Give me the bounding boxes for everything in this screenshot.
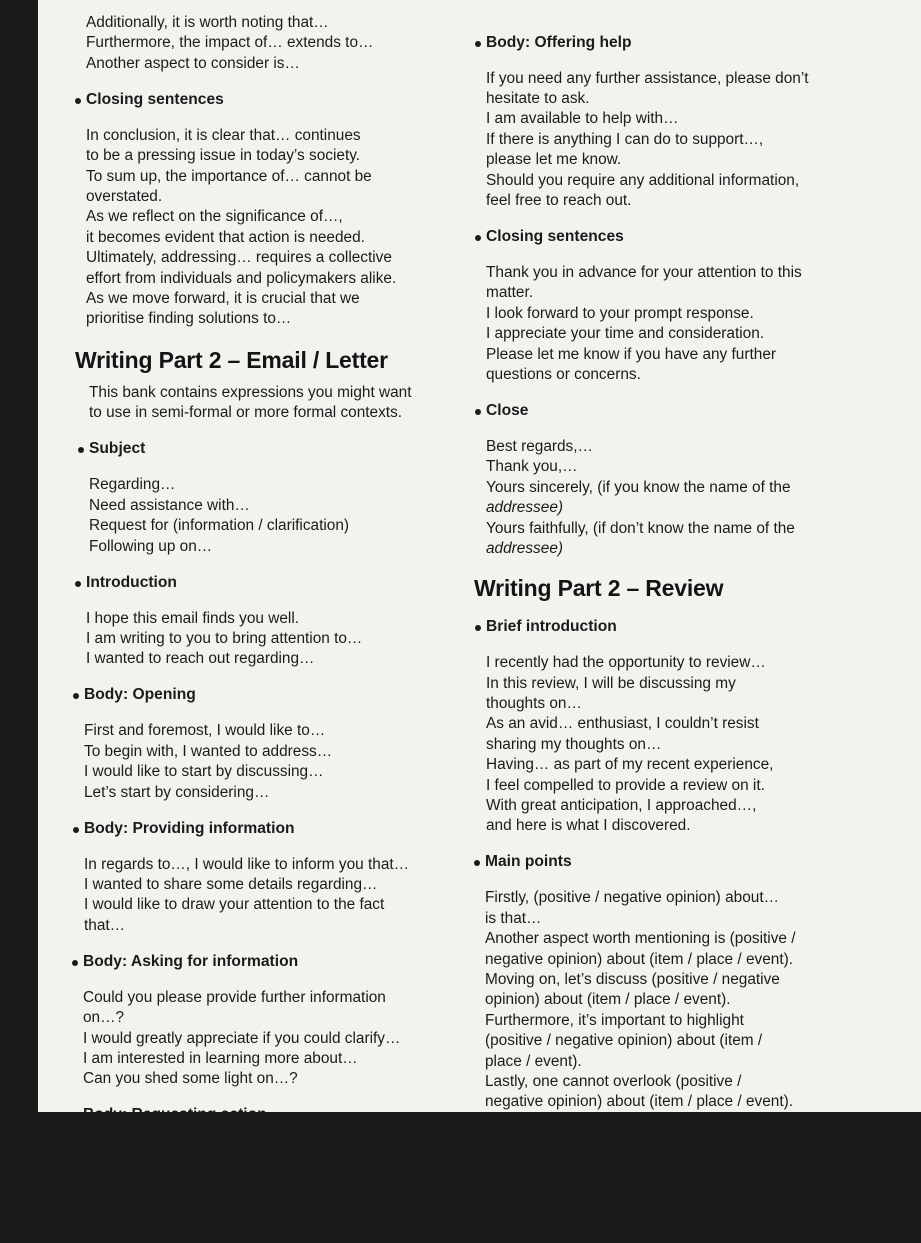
intro-lines <box>86 13 456 74</box>
closing-section-left <box>86 90 456 330</box>
text-line: I look forward to your prompt response. <box>486 304 754 322</box>
text-line: In conclusion, it is clear that… continues <box>86 126 361 144</box>
text-line: I would greatly appreciate if you could clarify… <box>83 1029 401 1047</box>
text-line: I wanted to share some details regarding… <box>84 875 378 893</box>
text-line: Furthermore, the impact of… extends to… <box>86 34 374 52</box>
text-line: To begin with, I wanted to address… <box>84 742 333 760</box>
text-line: that… <box>84 916 126 934</box>
text-line: Yours sincerely, (if you know the name of the <box>486 478 791 496</box>
right-column <box>474 17 886 1226</box>
text-line: I would like to draw your attention to the fact <box>84 896 385 914</box>
text-line: One of the things I loved most about… was… <box>485 1206 795 1224</box>
section-heading: Main points <box>473 852 886 872</box>
text-line: First and foremost, I would like to… <box>84 722 326 740</box>
text-line: This bank contains expressions you might want <box>89 383 412 401</box>
text-line: In regards to…, I would like to inform you that… <box>84 855 410 873</box>
asking-section <box>83 952 456 1090</box>
text-line: hesitate to ask. <box>486 90 590 107</box>
text-line: Please let me know if you have any further <box>486 345 777 363</box>
text-line: prioritise finding solutions to… <box>86 310 292 328</box>
text-line: I recently had the opportunity to review… <box>486 654 766 672</box>
text-line: (positive / negative opinion) about (item / <box>485 1032 763 1050</box>
text-line: I feel compelled to provide a review on it. <box>486 776 765 794</box>
section-heading: Body: Asking for information <box>71 952 456 972</box>
section-heading: Brief introduction <box>474 617 886 637</box>
review-title: Writing Part 2 – Review <box>474 574 724 601</box>
text-line: please let me know. <box>486 151 622 169</box>
text-line: and here is what I discovered. <box>486 817 691 835</box>
text-line: I appreciate your time and consideration. <box>486 325 765 343</box>
brief-introduction-section <box>486 617 886 837</box>
text-line: Another aspect to consider is… <box>86 54 300 72</box>
text-line: Another aspect worth mentioning is (positive / <box>485 930 796 948</box>
text-line: I am available to help with… <box>486 110 679 128</box>
text-line: Regarding… <box>89 476 176 494</box>
text-line: Undoubtedly,… has a number of impressive <box>485 1165 784 1183</box>
section-heading: Body: Providing information <box>72 819 456 839</box>
text-line: With great anticipation, I approached…, <box>486 796 757 814</box>
text-line: It would be highly appreciated if you could… <box>83 1162 385 1180</box>
text-line: I would be grateful if you could… <box>83 1183 307 1201</box>
text-line: Let’s start by considering… <box>84 783 270 801</box>
introduction-section <box>86 573 456 670</box>
text-line: If you need any further assistance, please don’t <box>486 69 809 87</box>
email-letter-title: Writing Part 2 – Email / Letter <box>75 346 388 373</box>
text-line: matter. <box>486 284 534 302</box>
text-line: features. <box>485 1185 545 1203</box>
text-line: Could you please take the necessary steps <box>83 1203 377 1221</box>
text-line: I am interested in learning more about… <box>83 1049 358 1067</box>
text-line: to…? <box>83 1224 120 1241</box>
text-line: I am writing to you to bring attention to… <box>86 629 363 647</box>
text-line: addressee) <box>486 540 563 558</box>
text-line: Lastly, one cannot overlook (positive / <box>485 1073 742 1090</box>
text-line: feel free to reach out. <box>486 192 632 210</box>
text-line: Request for (information / clarification) <box>89 517 350 535</box>
section-heading: Subject <box>77 439 456 459</box>
positive-opinions-section <box>485 1128 886 1225</box>
main-points-section <box>485 852 886 1112</box>
subject-section <box>89 439 456 557</box>
text-line: Moving on, let’s discuss (positive / negative <box>485 970 780 988</box>
textbook-page <box>38 0 921 1241</box>
section-heading: Positive opinions <box>473 1128 886 1148</box>
text-line: Thank you,… <box>486 458 578 476</box>
text-line: addressee) <box>486 499 563 517</box>
requesting-section <box>83 1105 456 1243</box>
text-line: To sum up, the importance of… cannot be <box>86 167 372 185</box>
close-section <box>486 401 886 559</box>
text-line: negative opinion) about (item / place / event). <box>485 950 793 968</box>
text-line: Best regards,… <box>486 438 593 456</box>
section-heading: Closing sentences <box>474 227 886 247</box>
text-line: Having… as part of my recent experience, <box>486 756 774 774</box>
text-line: to use in semi-formal or more formal contexts. <box>89 404 403 422</box>
text-line: Ultimately, addressing… requires a collective <box>86 249 392 267</box>
text-line: Should you require any additional information, <box>486 171 800 189</box>
text-line: If there is anything I can do to support…, <box>486 130 764 148</box>
text-line: Firstly, (positive / negative opinion) about… <box>485 889 779 907</box>
section-heading: Body: Offering help <box>474 33 886 53</box>
section-heading: Introduction <box>74 573 456 593</box>
section-heading: Body: Opening <box>72 685 456 705</box>
text-line: negative opinion) about (item / place / event). <box>485 1093 793 1111</box>
opening-section <box>84 685 456 803</box>
text-line: In this review, I will be discussing my <box>486 674 736 692</box>
text-line: I would like to start by discussing… <box>84 763 324 781</box>
text-line: sharing my thoughts on… <box>486 735 662 753</box>
text-line: Can you shed some light on…? <box>83 1070 298 1088</box>
text-line: I kindly request that you… <box>83 1142 261 1160</box>
text-line: As an avid… enthusiast, I couldn’t resist <box>486 715 759 733</box>
text-line: I hope this email finds you well. <box>86 609 300 627</box>
text-line: Furthermore, it’s important to highlight <box>485 1011 744 1029</box>
text-line: effort from individuals and policymakers alike. <box>86 269 397 287</box>
text-line: place / event). <box>485 1052 582 1070</box>
text-line: questions or concerns. <box>486 366 641 384</box>
text-line: Could you please provide further information <box>83 988 386 1006</box>
closing-section-right <box>486 227 886 385</box>
text-line: to be a pressing issue in today’s society. <box>86 147 361 165</box>
offering-section <box>486 33 886 212</box>
section-heading: Closing sentences <box>74 90 456 110</box>
text-line: As we move forward, it is crucial that we <box>86 290 360 308</box>
text-line: Additionally, it is worth noting that… <box>86 14 329 31</box>
text-line: Yours faithfully, (if don’t know the name of the <box>486 519 795 537</box>
text-line: is that… <box>485 909 542 927</box>
text-line: thoughts on… <box>486 694 582 712</box>
text-line: it becomes evident that action is needed. <box>86 228 365 246</box>
text-line: As we reflect on the significance of…, <box>86 208 343 226</box>
text-line: on…? <box>83 1009 125 1027</box>
section-heading: Body: Requesting action <box>71 1105 456 1125</box>
text-line: opinion) about (item / place / event). <box>485 991 731 1009</box>
left-column <box>75 13 456 1243</box>
email-intro <box>89 383 456 424</box>
text-line: overstated. <box>86 188 163 206</box>
section-heading: Close <box>474 401 886 421</box>
providing-section <box>84 819 456 937</box>
text-line: Following up on… <box>89 537 213 555</box>
text-line: Need assistance with… <box>89 496 250 514</box>
text-line: I wanted to reach out regarding… <box>86 650 315 668</box>
text-line: Thank you in advance for your attention to this <box>486 264 802 282</box>
